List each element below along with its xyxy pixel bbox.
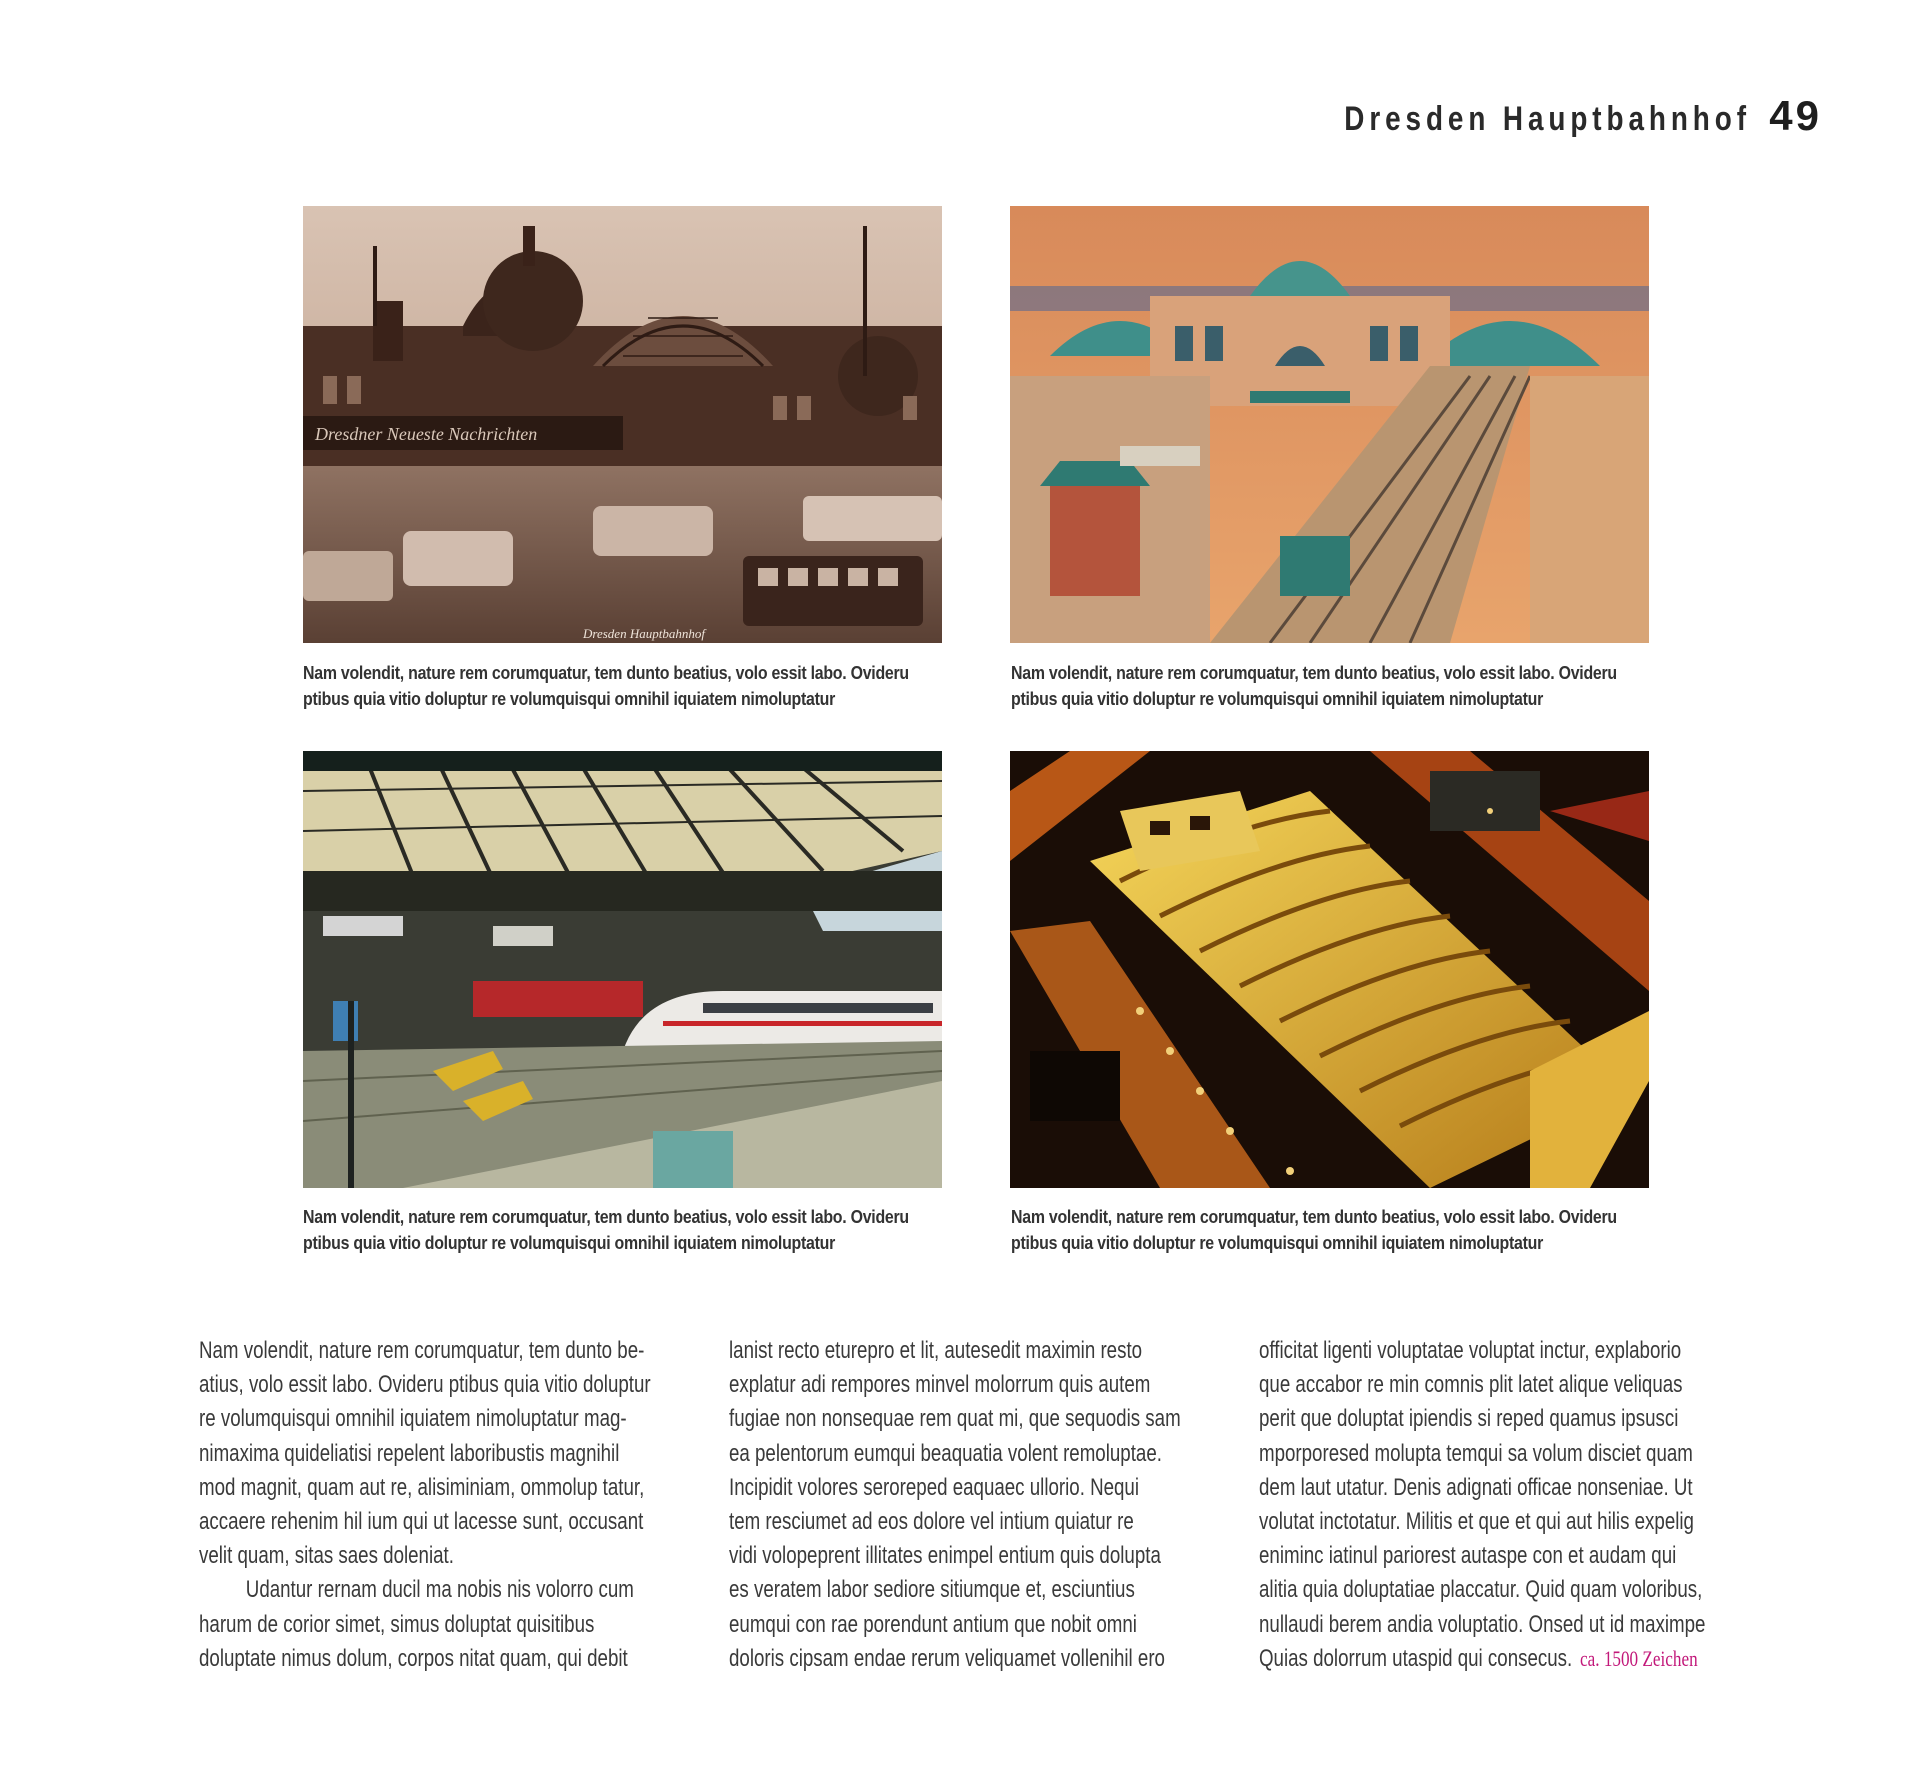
body-line: doloris cipsam endae rerum veliquamet vollenihil ero (729, 1644, 1165, 1672)
body-line: officitat ligenti voluptatae voluptat inctur, explaborio (1259, 1337, 1682, 1364)
historic-station-illustration (303, 206, 942, 643)
photo-caption (1011, 1204, 1651, 1256)
page-title: Dresden Hauptbahnhof (1344, 100, 1752, 138)
body-line: alitia quia doluptatiae placcatur. Quid quam voloribus, (1259, 1576, 1703, 1604)
body-line: re volumquisqui omnihil iquiatem nimoluptatur mag- (199, 1405, 627, 1433)
body-line: Incipidit volores seroreped eaquaec ullorio. Nequi (729, 1473, 1140, 1501)
body-line: vidi volореprent illitates enimpel entium quis dolupta (729, 1542, 1161, 1570)
body-line: explatur adi rempores minvel molorrum quis autem (729, 1371, 1151, 1399)
body-text-column-3 (1259, 1334, 1759, 1676)
body-line: mod magnit, quam aut re, alisiminiam, ommolup tatur, (199, 1473, 645, 1501)
platform-hall-illustration (303, 751, 942, 1188)
caption-line: ptibus quia vitio doluptur re volumquisqui omnihil iquiatem nimoluptatur (1011, 688, 1544, 709)
body-line: ea pelentorum eumqui beaquatia volent remoluptae. (729, 1439, 1162, 1467)
photo-caption (1011, 660, 1651, 712)
body-text-column-1 (199, 1334, 699, 1676)
photo-caption (303, 1204, 943, 1256)
body-line: harum de corior simet, simus doluptat quisitibus (199, 1610, 595, 1638)
historic-sign-text: Dresdner Neueste Nachrichten (315, 424, 538, 444)
caption-line: Nam volendit, nature rem corumquatur, tem dunto beatius, volo essit labo. Ovideru (303, 1206, 909, 1227)
body-line: velit quam, sitas saes doleniat. (199, 1542, 454, 1570)
photo-caption (303, 660, 943, 712)
body-line: nullaudi berem andia voluptatio. Onsed ut id maximpe (1259, 1610, 1706, 1638)
historic-station-sepia-photo (303, 206, 942, 643)
char-count-note: ca. 1500 Zeichen (1580, 1645, 1698, 1671)
body-line: tem resciumet ad eos dolore vel intium quiatur re (729, 1508, 1134, 1536)
body-last-line (1259, 1642, 1698, 1676)
caption-line: Nam volendit, nature rem corumquatur, tem dunto beatius, volo essit labo. Ovideru (303, 662, 909, 683)
aerial-night-illustration (1010, 751, 1649, 1188)
caption-line: Nam volendit, nature rem corumquatur, tem dunto beatius, volo essit labo. Ovideru (1011, 662, 1617, 683)
body-line: Udantur rernam ducil ma nobis nis volorro cum (245, 1576, 634, 1604)
caption-line: ptibus quia vitio doluptur re volumquisqui omnihil iquiatem nimoluptatur (1011, 1232, 1544, 1253)
photo-corner-text: Dresden Hauptbahnhof (583, 626, 705, 641)
aerial-night-station-photo (1010, 751, 1649, 1188)
body-line: fugiae non nonsequae rem quat mi, que sequodis sam (729, 1405, 1181, 1433)
postcard-station-illustration (1010, 206, 1649, 643)
body-line: eumqui con rae porendunt antium que nobit omni (729, 1610, 1137, 1638)
body-line: accaere rehenim hil ium qui ut lacesse sunt, occusant (199, 1508, 644, 1536)
colorized-postcard-station-photo (1010, 206, 1649, 643)
body-line-text: Quias dolorrum utaspid qui consecus. (1259, 1644, 1573, 1672)
body-line: mporporesed molupta temqui sa volum disciet quam (1259, 1439, 1693, 1467)
caption-line: ptibus quia vitio doluptur re volumquisqui omnihil iquiatem nimoluptatur (303, 1232, 836, 1253)
body-line: perit que doluptat ipiendis si reped quamus ipsusci (1259, 1405, 1679, 1433)
body-line: doluptate nimus dolum, corpos nitat quam, qui debit (199, 1644, 628, 1672)
body-line: que accabor re min comnis plit latet alique veliquas (1259, 1371, 1683, 1399)
page-number: 49 (1769, 92, 1822, 139)
body-line: Nam volendit, nature rem corumquatur, tem dunto be- (199, 1337, 645, 1364)
running-header (1255, 92, 1822, 140)
body-text-column-2 (729, 1334, 1229, 1676)
body-line: nimaxima quideliatisi repelent laboribustis magnihil (199, 1439, 620, 1467)
body-line: atius, volo essit labo. Ovideru ptibus quia vitio doluptur (199, 1371, 651, 1399)
caption-line: ptibus quia vitio doluptur re volumquisqui omnihil iquiatem nimoluptatur (303, 688, 836, 709)
caption-line: Nam volendit, nature rem corumquatur, tem dunto beatius, volo essit labo. Ovideru (1011, 1206, 1617, 1227)
body-line: dem laut utatur. Denis adignati officae nonseniae. Ut (1259, 1473, 1693, 1501)
body-line: lanist recto eturepro et lit, autesedit maximin resto (729, 1337, 1143, 1364)
body-line: volutat inctotatur. Militis et que et qui aut hilis expelig (1259, 1508, 1694, 1536)
body-line: eniminc iatinul pariorest autaspe con et audam qui (1259, 1542, 1677, 1570)
platform-hall-ice-train-photo (303, 751, 942, 1188)
body-line: es veratem labor sediore sitiumque et, esciuntius (729, 1576, 1135, 1604)
